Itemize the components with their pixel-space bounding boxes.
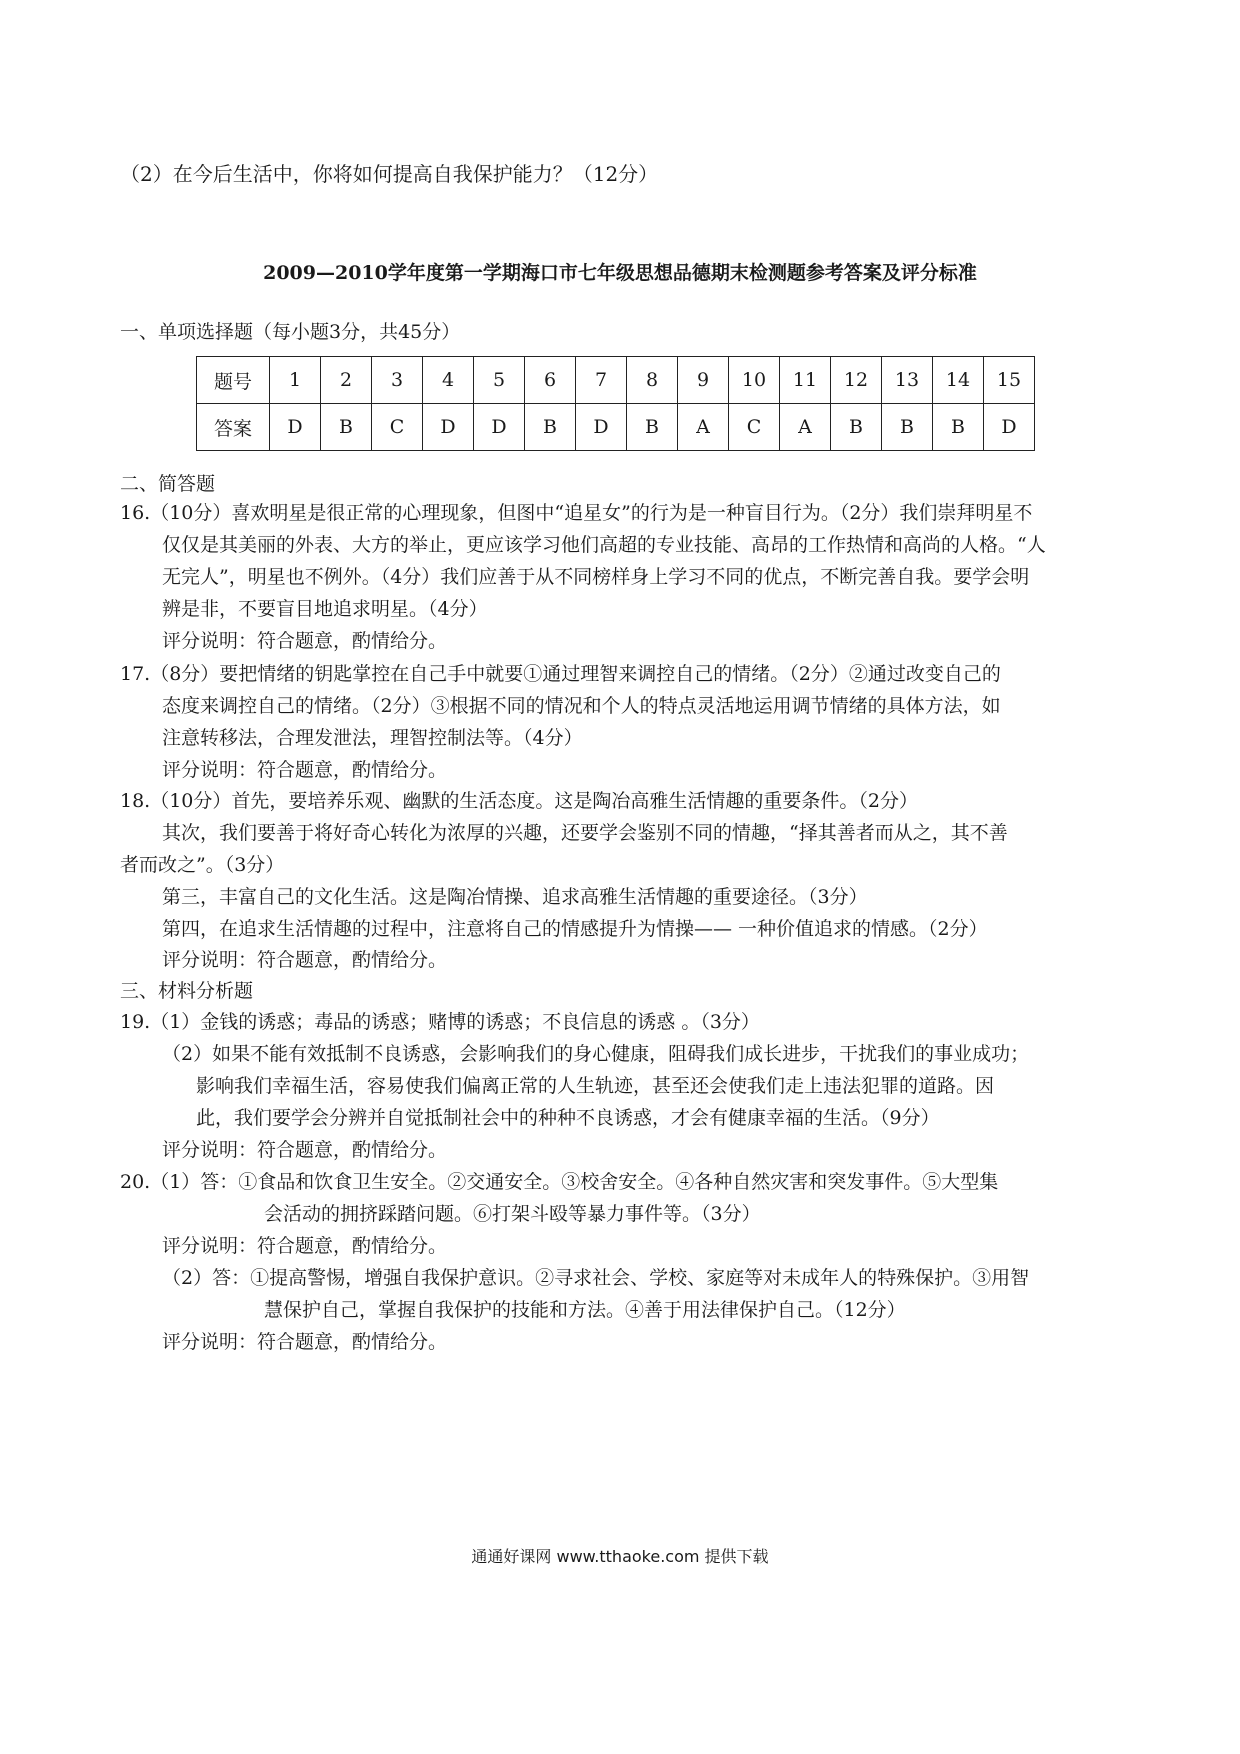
table-cell: D	[984, 404, 1035, 451]
q17-line-1: 17.（8分）要把情绪的钥匙掌控在自己手中就要①通过理智来调控自己的情绪。（2分）②通过改变自己的	[120, 663, 1001, 685]
page-footer: 通通好课网 www.tthaoke.com 提供下载	[471, 1547, 769, 1566]
table-cell: 1	[270, 357, 321, 404]
table-cell: A	[780, 404, 831, 451]
q16-line-1: 16.（10分）喜欢明星是很正常的心理现象，但图中“追星女”的行为是一种盲目行为。（2分）我们崇拜明星不	[120, 502, 1033, 524]
q16-line-3: 无完人”，明星也不例外。（4分）我们应善于从不同榜样身上学习不同的优点，不断完善自我。要学会明	[162, 566, 1030, 588]
q18-scoring-note: 评分说明：符合题意，酌情给分。	[162, 949, 448, 971]
table-cell: D	[270, 404, 321, 451]
q19-line-4: 此，我们要学会分辨并自觉抵制社会中的种种不良诱惑，才会有健康幸福的生活。（9分）	[196, 1107, 940, 1129]
table-cell: 13	[882, 357, 933, 404]
q18-line-2: 其次，我们要善于将好奇心转化为浓厚的兴趣，还要学会鉴别不同的情趣，“择其善者而从之，其不善	[162, 822, 1008, 844]
table-cell: B	[831, 404, 882, 451]
table-cell: 8	[627, 357, 678, 404]
page-title: 2009—2010学年度第一学期海口市七年级思想品德期末检测题参考答案及评分标准	[263, 262, 977, 284]
section1-heading: 一、单项选择题（每小题3分，共45分）	[120, 321, 461, 343]
table-cell: B	[933, 404, 984, 451]
table-cell: D	[423, 404, 474, 451]
q19-line-1: 19.（1）金钱的诱惑；毒品的诱惑；赌博的诱惑；不良信息的诱惑 。（3分）	[120, 1011, 760, 1033]
table-cell: B	[882, 404, 933, 451]
table-cell: 14	[933, 357, 984, 404]
top-question: （2）在今后生活中，你将如何提高自我保护能力？（12分）	[120, 162, 659, 186]
table-cell: B	[525, 404, 576, 451]
table-cell: B	[321, 404, 372, 451]
q20-line-2: 会活动的拥挤踩踏问题。⑥打架斗殴等暴力事件等。（3分）	[264, 1203, 761, 1225]
table-cell: D	[474, 404, 525, 451]
q17-line-3: 注意转移法，合理发泄法，理智控制法等。（4分）	[162, 727, 583, 749]
table-cell: 9	[678, 357, 729, 404]
table-cell: B	[627, 404, 678, 451]
table-cell: 3	[372, 357, 423, 404]
section2-heading: 二、简答题	[120, 473, 216, 495]
answer-table	[196, 356, 1035, 451]
q20-scoring-note-2: 评分说明：符合题意，酌情给分。	[162, 1331, 448, 1353]
row-label-answer: 答案	[197, 404, 270, 451]
q20-scoring-note-1: 评分说明：符合题意，酌情给分。	[162, 1235, 448, 1257]
section3-heading: 三、材料分析题	[120, 980, 254, 1002]
q18-line-5: 第四，在追求生活情趣的过程中，注意将自己的情感提升为情操—— 一种价值追求的情感。（2分）	[162, 918, 988, 940]
table-cell: C	[729, 404, 780, 451]
table-row-numbers	[197, 357, 1035, 404]
q17-line-2: 态度来调控自己的情绪。（2分）③根据不同的情况和个人的特点灵活地运用调节情绪的具体方法，如	[162, 695, 1001, 717]
q20-line-1: 20.（1）答：①食品和饮食卫生安全。②交通安全。③校舍安全。④各种自然灾害和突发事件。⑤大型集	[120, 1171, 999, 1193]
table-cell: 2	[321, 357, 372, 404]
table-cell: 12	[831, 357, 882, 404]
q20-line-4: 慧保护自己，掌握自我保护的技能和方法。④善于用法律保护自己。（12分）	[264, 1299, 906, 1321]
table-cell: D	[576, 404, 627, 451]
row-label-number: 题号	[197, 357, 270, 404]
table-cell: C	[372, 404, 423, 451]
q16-scoring-note: 评分说明：符合题意，酌情给分。	[162, 630, 448, 652]
table-cell: 7	[576, 357, 627, 404]
q18-line-1: 18.（10分）首先，要培养乐观、幽默的生活态度。这是陶冶高雅生活情趣的重要条件。（2分）	[120, 790, 918, 812]
q18-line-3: 者而改之”。（3分）	[120, 854, 285, 876]
q20-line-3: （2）答：①提高警惕，增强自我保护意识。②寻求社会、学校、家庭等对未成年人的特殊保护。③用智	[162, 1267, 1030, 1289]
table-cell: 11	[780, 357, 831, 404]
q16-line-2: 仅仅是其美丽的外表、大方的举止，更应该学习他们高超的专业技能、高昂的工作热情和高尚的人格。“人	[162, 534, 1046, 556]
table-cell: 6	[525, 357, 576, 404]
q16-line-4: 辨是非，不要盲目地追求明星。（4分）	[162, 598, 488, 620]
table-row-answers	[197, 404, 1035, 451]
table-cell: 15	[984, 357, 1035, 404]
table-cell: 4	[423, 357, 474, 404]
q19-scoring-note: 评分说明：符合题意，酌情给分。	[162, 1139, 448, 1161]
table-cell: 10	[729, 357, 780, 404]
q18-line-4: 第三，丰富自己的文化生活。这是陶冶情操、追求高雅生活情趣的重要途径。（3分）	[162, 886, 868, 908]
table-cell: A	[678, 404, 729, 451]
table-cell: 5	[474, 357, 525, 404]
q19-line-3: 影响我们幸福生活，容易使我们偏离正常的人生轨迹，甚至还会使我们走上违法犯罪的道路。因	[196, 1075, 995, 1097]
q17-scoring-note: 评分说明：符合题意，酌情给分。	[162, 759, 448, 781]
q19-line-2: （2）如果不能有效抵制不良诱惑，会影响我们的身心健康，阻碍我们成长进步，干扰我们的事业成功；	[162, 1043, 1030, 1065]
